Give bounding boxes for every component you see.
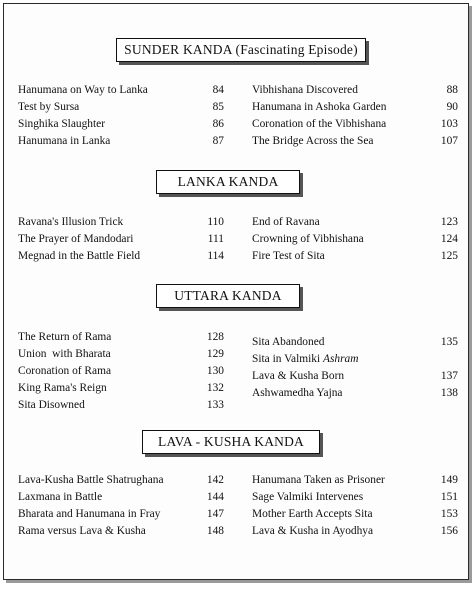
toc-entry[interactable]	[252, 214, 458, 230]
entry-title: Sage Valmiki Intervenes	[252, 491, 364, 503]
entry-page: 153	[440, 508, 458, 520]
entry-page: 103	[440, 118, 458, 130]
entry-page: 148	[206, 525, 224, 537]
entry-title: King Rama's Reign	[18, 382, 107, 394]
toc-entry[interactable]	[252, 248, 458, 264]
entry-title: End of Ravana	[252, 216, 320, 228]
toc-entry[interactable]	[18, 99, 224, 115]
entry-page: 125	[440, 250, 458, 262]
section-heading: LANKA KANDA	[156, 170, 300, 194]
entry-page: 110	[207, 216, 224, 228]
entry-page: 85	[212, 101, 224, 113]
entry-title: Vibhishana Discovered	[252, 84, 358, 96]
toc-entry[interactable]	[18, 346, 224, 362]
entry-title: Ravana's Illusion Trick	[18, 216, 124, 228]
toc-entry[interactable]	[18, 329, 224, 345]
toc-entry[interactable]	[18, 472, 224, 488]
section-heading: UTTARA KANDA	[156, 284, 300, 308]
entry-page: 84	[212, 84, 224, 96]
entry-page: 151	[440, 491, 458, 503]
entry-title: Sita Disowned	[18, 399, 85, 411]
entry-title	[252, 351, 358, 367]
entry-page: 144	[206, 491, 224, 503]
section-heading: LAVA - KUSHA KANDA	[142, 430, 320, 454]
entry-page: 107	[440, 135, 458, 147]
toc-entry[interactable]	[18, 523, 224, 539]
entry-title: Lava & Kusha in Ayodhya	[252, 525, 374, 537]
entry-page: 135	[440, 336, 458, 348]
entry-title: Coronation of Rama	[18, 365, 112, 377]
toc-entry[interactable]	[18, 397, 224, 413]
toc-entry[interactable]	[18, 506, 224, 522]
entry-page: 88	[446, 84, 458, 96]
entry-title: The Prayer of Mandodari	[18, 233, 134, 245]
entry-page: 137	[440, 370, 458, 382]
section-heading: SUNDER KANDA (Fascinating Episode)	[116, 38, 366, 62]
entry-title: Lava-Kusha Battle Shatrughana	[18, 474, 164, 486]
toc-entry[interactable]	[252, 231, 458, 247]
entry-title: Union with Bharata	[18, 348, 111, 360]
entry-title-text: Sita in Valmiki	[252, 353, 321, 365]
entry-title: Ashwamedha Yajna	[252, 387, 343, 399]
toc-entry[interactable]	[18, 82, 224, 98]
toc-entry[interactable]	[18, 489, 224, 505]
entry-page: 123	[440, 216, 458, 228]
toc-entry[interactable]	[252, 133, 458, 149]
entry-page: 142	[206, 474, 224, 486]
entry-title: Lava & Kusha Born	[252, 370, 345, 382]
toc-entry[interactable]	[18, 116, 224, 132]
entry-title: The Bridge Across the Sea	[252, 135, 374, 147]
entry-title: Hanumana in Lanka	[18, 135, 111, 147]
toc-entry[interactable]	[252, 82, 458, 98]
entry-title: Coronation of the Vibhishana	[252, 118, 387, 130]
toc-entry[interactable]	[252, 506, 458, 522]
entry-title: Test by Sursa	[18, 101, 80, 113]
toc-entry[interactable]	[252, 116, 458, 132]
entry-page: 111	[207, 233, 224, 245]
toc-entry[interactable]	[252, 99, 458, 115]
entry-title: Hanumana in Ashoka Garden	[252, 101, 387, 113]
entry-title: Rama versus Lava & Kusha	[18, 525, 146, 537]
entry-title-italic: Ashram	[323, 353, 359, 365]
entry-title: Sita Abandoned	[252, 336, 325, 348]
entry-title: The Return of Rama	[18, 331, 112, 343]
toc-entry[interactable]	[252, 351, 458, 367]
entry-page: 130	[206, 365, 224, 377]
toc-entry[interactable]	[18, 363, 224, 379]
entry-page: 133	[206, 399, 224, 411]
entry-page: 114	[207, 250, 224, 262]
entry-title: Singhika Slaughter	[18, 118, 106, 130]
toc-entry[interactable]	[18, 248, 224, 264]
entry-page: 90	[446, 101, 458, 113]
entry-page: 124	[440, 233, 458, 245]
entry-page: 156	[440, 525, 458, 537]
toc-entry[interactable]	[252, 385, 458, 401]
toc-entry[interactable]	[252, 523, 458, 539]
entry-page: 132	[206, 382, 224, 394]
entry-page: 147	[206, 508, 224, 520]
entry-title: Mother Earth Accepts Sita	[252, 508, 373, 520]
entry-title: Hanumana on Way to Lanka	[18, 84, 148, 96]
toc-entry[interactable]	[18, 380, 224, 396]
entry-title: Laxmana in Battle	[18, 491, 103, 503]
entry-page: 86	[212, 118, 224, 130]
toc-entry[interactable]	[18, 133, 224, 149]
entry-title: Hanumana Taken as Prisoner	[252, 474, 385, 486]
toc-entry[interactable]	[252, 334, 458, 350]
toc-entry[interactable]	[252, 368, 458, 384]
entry-title: Fire Test of Sita	[252, 250, 325, 262]
entry-title: Crowning of Vibhishana	[252, 233, 364, 245]
entry-title: Bharata and Hanumana in Fray	[18, 508, 161, 520]
entry-title: Megnad in the Battle Field	[18, 250, 141, 262]
toc-entry[interactable]	[252, 489, 458, 505]
toc-entry[interactable]	[252, 472, 458, 488]
toc-entry[interactable]	[18, 231, 224, 247]
entry-page: 87	[212, 135, 224, 147]
contents-page	[3, 3, 469, 580]
entry-page: 138	[440, 387, 458, 399]
toc-entry[interactable]	[18, 214, 224, 230]
entry-page: 129	[206, 348, 224, 360]
entry-page: 149	[440, 474, 458, 486]
entry-page: 128	[206, 331, 224, 343]
